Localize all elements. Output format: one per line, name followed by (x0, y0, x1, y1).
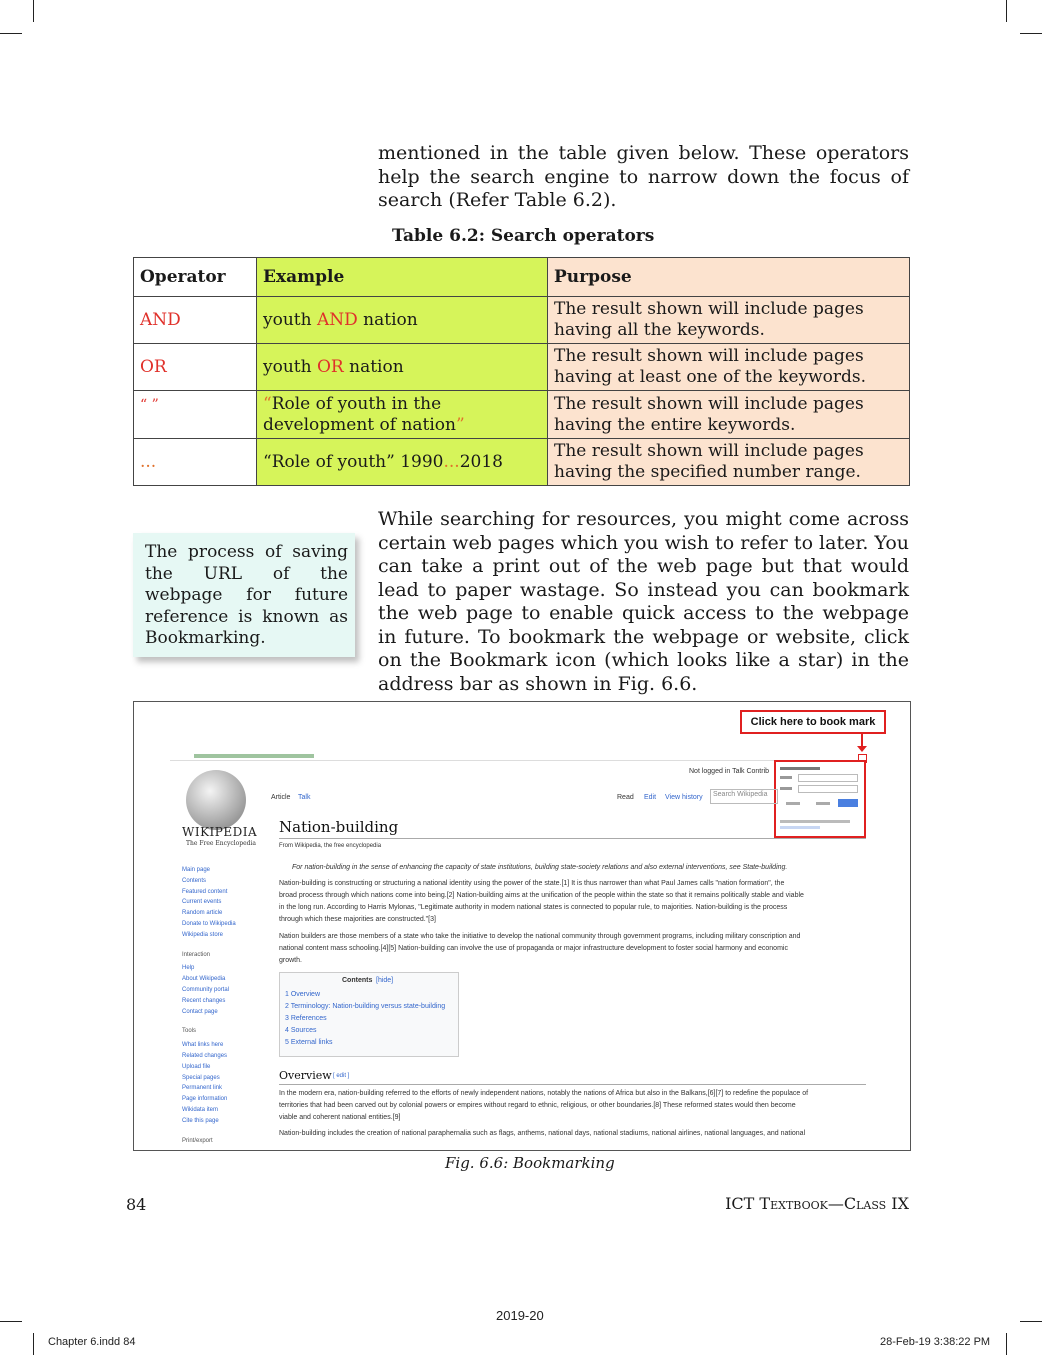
definition-side-note: The process of saving the URL of the webpage for future reference is known as Bookmarking. (133, 533, 355, 657)
sidebar-item[interactable]: Contact page (182, 1008, 218, 1015)
hatnote: For nation-building in the sense of enhancing the capacity of state institutions, building state-society relations and also external interventions, see State-building. (292, 864, 788, 871)
toc-item[interactable]: 1 Overview (285, 991, 321, 998)
tab-view-history[interactable]: View history (665, 794, 703, 801)
para1-line: Nation-building is constructing or structuring a national identity using the power of the state.[1] It is thus narrower than what Paul James calls "nation formation", the (279, 880, 785, 887)
table-row (134, 391, 910, 439)
para1-line: in the long run. According to Harris Mylonas, "Legitimate authority in modern national states is connected to popular rule, to majorities. Nation-building is the process (279, 904, 788, 911)
article-title: Nation-building (279, 818, 399, 836)
book-title: ICT Textbook—Class IX (725, 1194, 909, 1213)
sidebar-item[interactable]: Permanent link (182, 1085, 223, 1092)
purpose-cell: The result shown will include pages having at least one of the keywords. (548, 344, 910, 391)
sidebar-item[interactable]: Wikidata item (182, 1106, 219, 1113)
sidebar-item[interactable]: Wikipedia store (182, 931, 224, 938)
sidebar-item[interactable]: About Wikipedia (182, 976, 226, 983)
done-button[interactable] (838, 799, 858, 807)
url-text-placeholder (194, 754, 314, 758)
example-cell: “Role of youth” 1990...2018 (257, 439, 548, 486)
tab-edit[interactable]: Edit (644, 794, 657, 801)
sidebar-item[interactable]: Help (182, 965, 195, 972)
sidebar-item[interactable]: Recent changes (182, 997, 226, 1004)
sidebar-item[interactable]: Upload file (182, 1063, 211, 1070)
table-header-row (134, 258, 910, 297)
tab-article[interactable]: Article (271, 794, 291, 801)
sidebar-item[interactable]: Related changes (182, 1052, 228, 1059)
operator-cell: AND (134, 297, 257, 344)
callout-arrow-head (857, 746, 867, 752)
sidebar-item[interactable]: Community portal (182, 986, 230, 993)
crop-mark (0, 33, 22, 34)
section-edit-link[interactable]: [ edit ] (333, 1073, 350, 1079)
toc-item[interactable]: 4 Sources (285, 1027, 317, 1034)
contents-hide-link[interactable]: [hide] (376, 977, 394, 984)
para3-line: In the modern era, nation-building referred to the efforts of newly independent nations, notably the nations of Africa but also in the Balkans,[6][7] to redefine the populace of (279, 1090, 809, 1097)
search-operators-table (133, 257, 910, 486)
bookmarking-figure (133, 701, 911, 1151)
section-heading: Overview (279, 1069, 332, 1082)
purpose-cell: The result shown will include pages having the specified number range. (548, 439, 910, 486)
purpose-cell: The result shown will include pages having the entire keywords. (548, 391, 910, 439)
operator-cell: ... (134, 439, 257, 486)
toc-item[interactable]: 3 References (285, 1015, 327, 1022)
para2-line: national content mass schooling.[4][5] Nation-building can involve the use of propaganda or major infrastructure development to foster social harmony and economic (279, 945, 788, 952)
sidebar-item[interactable]: Current events (182, 899, 222, 906)
wiki-search-input[interactable]: Search Wikipedia (710, 789, 778, 804)
bookmark-paragraph: While searching for resources, you might come across certain web pages which you wish to refer to later. You can take a print out of the web page but that would lead to paper wastage. So instead you can bookmark the web page to enable quick access to the webpage in future. To bookmark the webpage or website, click on the Bookmark icon (which looks like a star) in the address bar as shown in Fig. 6.6. (378, 508, 909, 695)
section-rule (279, 1084, 866, 1085)
sidebar-item[interactable]: What links here (182, 1042, 224, 1049)
table-row (134, 344, 910, 391)
wiki-sidebar (182, 865, 262, 1146)
wikipedia-globe-icon (186, 770, 246, 830)
sidebar-item[interactable]: Cite this page (182, 1117, 219, 1124)
title-rule (279, 838, 866, 839)
para2-line: Nation builders are those members of a state who take the initiative to develop the national community through government programs, including military conscription and (279, 933, 801, 940)
wikipedia-wordmark: WIKIPEDIA (182, 825, 258, 839)
user-links[interactable]: Not logged in Talk Contrib (689, 768, 770, 775)
sidebar-item[interactable]: Featured content (182, 888, 228, 895)
bookmark-callout: Click here to book mark (740, 710, 886, 734)
sidebar-item[interactable]: Special pages (182, 1074, 220, 1081)
crop-mark (1006, 0, 1007, 22)
sidebar-item[interactable]: Donate to Wikipedia (182, 920, 236, 927)
example-cell: “Role of youth in the development of nation” (257, 391, 548, 439)
para1-line: broad process through which nations come into being.[2] Nation-building aims at the unification of the people within the state so that it remains politically stable and viable (279, 892, 804, 899)
crop-mark (1020, 33, 1042, 34)
contents-title: Contents (342, 977, 373, 984)
purpose-cell: The result shown will include pages having all the keywords. (548, 297, 910, 344)
sidebar-item[interactable]: Random article (182, 910, 223, 917)
page-number: 84 (126, 1195, 147, 1214)
table-row (134, 297, 910, 344)
toc-item[interactable]: 2 Terminology: Nation-building versus state-building (285, 1003, 446, 1010)
operator-cell: OR (134, 344, 257, 391)
sidebar-heading: Print/export (182, 1137, 213, 1144)
contents-box (279, 972, 459, 1057)
bookmark-popup (774, 760, 866, 838)
file-info: Chapter 6.indd 84 (48, 1336, 136, 1348)
example-cell: youth OR nation (257, 344, 548, 391)
sidebar-item[interactable]: Main page (182, 867, 211, 873)
header-example: Example (257, 258, 548, 297)
intro-paragraph: mentioned in the table given below. These operators help the search engine to narrow down the focus of search (Refer Table 6.2). (378, 142, 909, 211)
crop-mark (0, 1321, 22, 1322)
sidebar-item[interactable]: Contents (182, 877, 207, 884)
tab-talk[interactable]: Talk (298, 794, 311, 801)
sidebar-heading: Tools (182, 1028, 197, 1035)
example-cell: youth AND nation (257, 297, 548, 344)
sidebar-item[interactable]: Page information (182, 1096, 228, 1103)
wikipedia-tagline: The Free Encyclopedia (186, 840, 256, 847)
figure-caption: Fig. 6.6: Bookmarking (445, 1154, 615, 1172)
para2-line: growth. (279, 957, 302, 964)
year-label: 2019-20 (496, 1308, 544, 1323)
sidebar-heading: Interaction (182, 951, 211, 958)
para3-line: viable and coherent national entities.[9] (279, 1114, 401, 1121)
table-row (134, 439, 910, 486)
para3-line: territories that had been carved out by colonial powers or empires without regard to ethnic, religious, or other boundaries.[8] These reformed states would then become (279, 1102, 796, 1109)
crop-mark (33, 0, 34, 22)
from-line: From Wikipedia, the free encyclopedia (279, 843, 382, 849)
header-operator: Operator (134, 258, 257, 297)
timestamp: 28-Feb-19 3:38:22 PM (880, 1336, 991, 1348)
para4-line: Nation-building includes the creation of national paraphernalia such as flags, anthems, national days, national stadiums, national airlines, national languages, and national (279, 1130, 806, 1137)
crop-mark (1006, 1333, 1007, 1355)
crop-mark (1020, 1321, 1042, 1322)
table-caption: Table 6.2: Search operators (392, 226, 655, 246)
header-purpose: Purpose (548, 258, 910, 297)
crop-mark (33, 1333, 34, 1355)
toc-item[interactable]: 5 External links (285, 1039, 333, 1046)
para1-line: through which these majorities are constructed."[3] (279, 916, 436, 923)
operator-cell: “ ” (134, 391, 257, 439)
tab-read[interactable]: Read (617, 794, 634, 801)
